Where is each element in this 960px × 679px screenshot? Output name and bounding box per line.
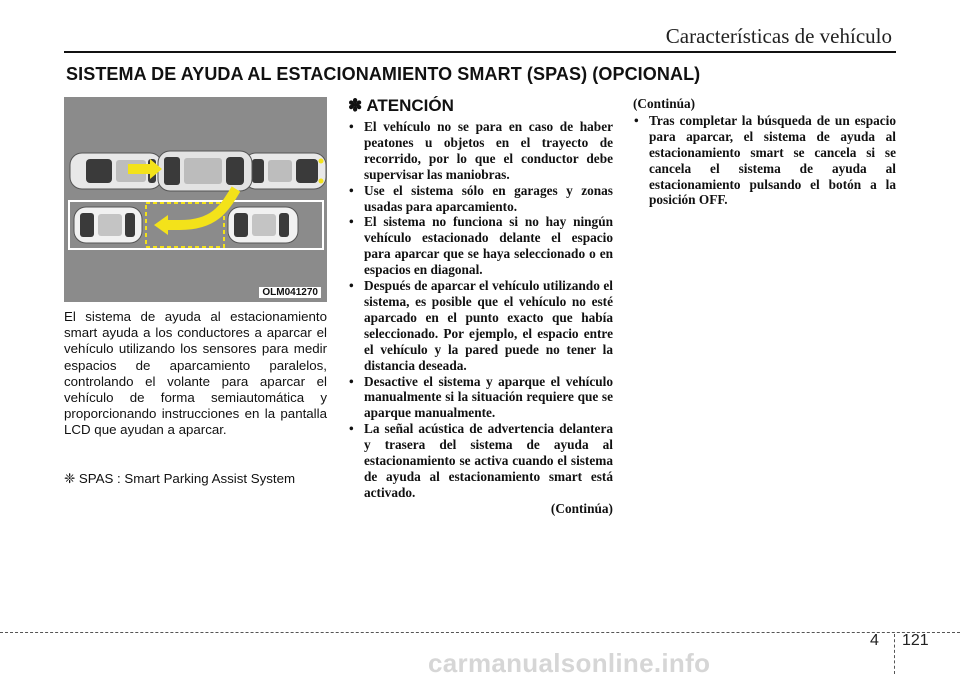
- attention-heading: ✽ ATENCIÓN: [348, 96, 454, 115]
- header-rule: [64, 51, 896, 53]
- list-item: • La señal acústica de advertencia delantera y trasera del sistema de ayuda al estacionamiento se activa cuando el sistema de ayuda al estacionamiento smart está activado.: [348, 421, 613, 501]
- figure-code: OLM041270: [259, 287, 321, 298]
- car-parked-right-icon: [228, 207, 298, 243]
- footer-rule: [0, 632, 960, 633]
- car-parked-left-icon: [74, 207, 142, 243]
- list-item: • Use el sistema sólo en garages y zonas usadas para aparcamiento.: [348, 183, 613, 215]
- list-item: • Después de aparcar el vehículo utilizando el sistema, es posible que el vehículo no esté aparcado en el punto exacto que había seleccionado. Por ejemplo, el espacio entre el vehículo y la pared puede no tener la distancia deseada.: [348, 278, 613, 373]
- page-number: 121: [902, 632, 929, 649]
- continued-label: (Continúa): [550, 500, 613, 516]
- continued-list: [633, 113, 896, 208]
- list-item: • El vehículo no se para en caso de haber peatones u objetos en el trayecto de recorrido, por lo que el conductor debe supervisar las maniobras.: [348, 119, 613, 183]
- section-title: SISTEMA DE AYUDA AL ESTACIONAMIENTO SMART (SPAS) (OPCIONAL): [66, 64, 701, 84]
- car-top-right-icon: [244, 153, 326, 189]
- continued-header: (Continúa): [633, 96, 696, 111]
- attention-block: [348, 96, 613, 517]
- intro-paragraph: El sistema de ayuda al estacionamiento smart ayuda a los conductores a aparcar el vehículo utilizando los sensores para medir espacios de aparcamiento paralelos, controlando el volante para aparcar el vehículo de forma semiautomática y proporcionando instrucciones en la pantalla LCD que ayudan a aparcar.: [64, 309, 327, 438]
- page-separator: [894, 634, 895, 674]
- list-item: • El sistema no funciona si no hay ningún vehículo estacionado delante el espacio para aparcar que se haya seleccionado o en espacios en diagonal.: [348, 214, 613, 278]
- list-item: • Desactive el sistema y aparque el vehículo manualmente si la situación requiere que se aparque manualmente.: [348, 374, 613, 422]
- car-middle-icon: [158, 151, 252, 191]
- parking-figure: [64, 97, 327, 302]
- watermark: carmanualsonline.info: [428, 648, 711, 678]
- attention-list: [348, 119, 613, 501]
- parking-illustration: [64, 97, 327, 302]
- continued-block: [633, 96, 896, 208]
- list-item: • Tras completar la búsqueda de un espacio para aparcar, el sistema de ayuda al estacionamiento smart se cancela si se cancela el sistema de ayuda al estacionamiento pulsando el botón a la posición OFF.: [633, 113, 896, 208]
- chapter-number: 4: [870, 632, 879, 649]
- header-title: Características de vehículo: [665, 24, 892, 48]
- spas-note: ❈ SPAS : Smart Parking Assist System: [64, 471, 296, 486]
